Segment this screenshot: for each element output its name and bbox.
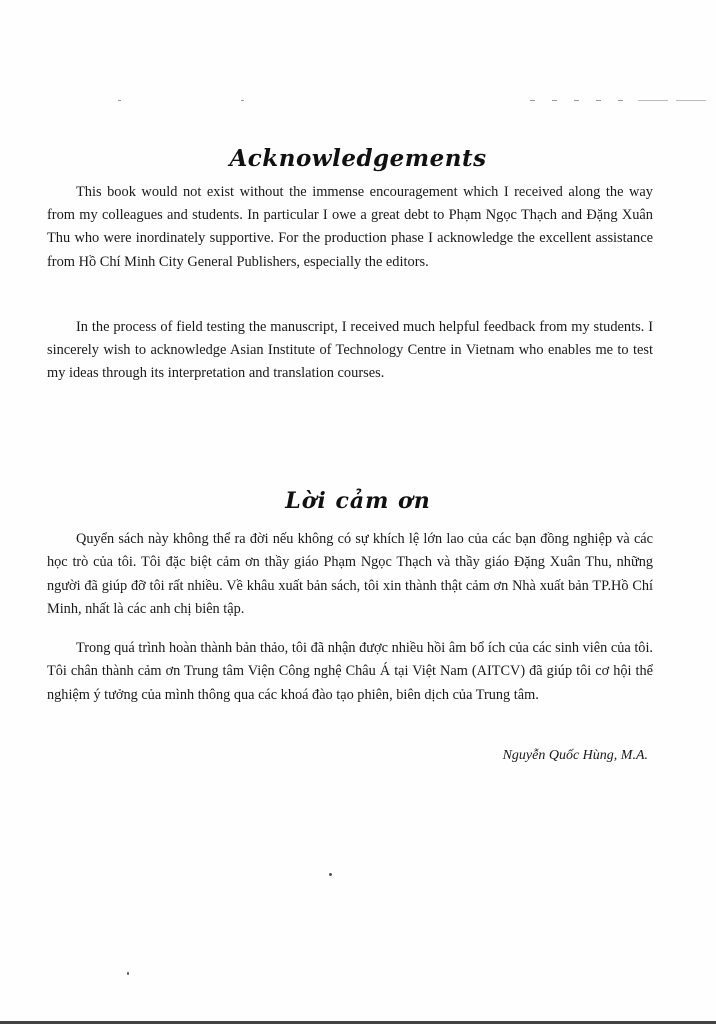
scan-mark [618, 100, 623, 101]
scan-artifact-marks [0, 100, 716, 104]
scan-mark [118, 100, 121, 101]
scan-mark [596, 100, 601, 101]
scan-mark [241, 100, 244, 101]
loi-cam-on-heading: Lời cảm ơn [285, 488, 431, 515]
scan-speck [329, 873, 332, 876]
english-paragraph-1: This book would not exist without the immense encouragement which I received along the way from my colleagues and students. In particular I owe a great debt to Phạm Ngọc Thạch and Đặng Xuân Thu who were inordinately supportive. For the production phase I acknowledge the excellent assistance from Hồ Chí Minh City General Publishers, especially the editors. [47, 184, 653, 270]
english-paragraph-2: In the process of field testing the manuscript, I received much helpful feedback from my students. I sincerely wish to acknowledge Asian Institute of Technology Centre in Vietnam who enables me to test my ideas through its interpretation and translation courses. [47, 319, 653, 382]
author-signature: Nguyễn Quốc Hùng, M.A. [502, 748, 648, 763]
scan-mark [676, 100, 706, 101]
scan-mark [574, 100, 579, 101]
scan-mark [552, 100, 557, 101]
scan-mark [530, 100, 535, 101]
scan-mark [638, 100, 668, 101]
vietnamese-paragraph-1: Quyển sách này không thể ra đời nếu không có sự khích lệ lớn lao của các bạn đồng nghiệp và các học trò của tôi. Tôi đặc biệt cảm ơn thầy giáo Phạm Ngọc Thạch và thầy giáo Đặng Xuân Thu, những người đã giúp đỡ tôi rất nhiều. Về khâu xuất bản sách, tôi xin thành thật cảm ơn Nhà xuất bản TP.Hồ Chí Minh, nhất là các anh chị biên tập. [47, 531, 653, 618]
scan-speck [127, 972, 129, 975]
vietnamese-paragraph-2: Trong quá trình hoàn thành bản thảo, tôi đã nhận được nhiều hồi âm bổ ích của các sinh viên của tôi. Tôi chân thành cảm ơn Trung tâm Viện Công nghệ Châu Á tại Việt Nam (AITCV) đã giúp tôi cơ hội thể nghiệm ý tưởng của mình thông qua các khoá đào tạo phiên, biên dịch của Trung tâm. [47, 640, 653, 703]
acknowledgements-heading: Acknowledgements [229, 145, 487, 173]
